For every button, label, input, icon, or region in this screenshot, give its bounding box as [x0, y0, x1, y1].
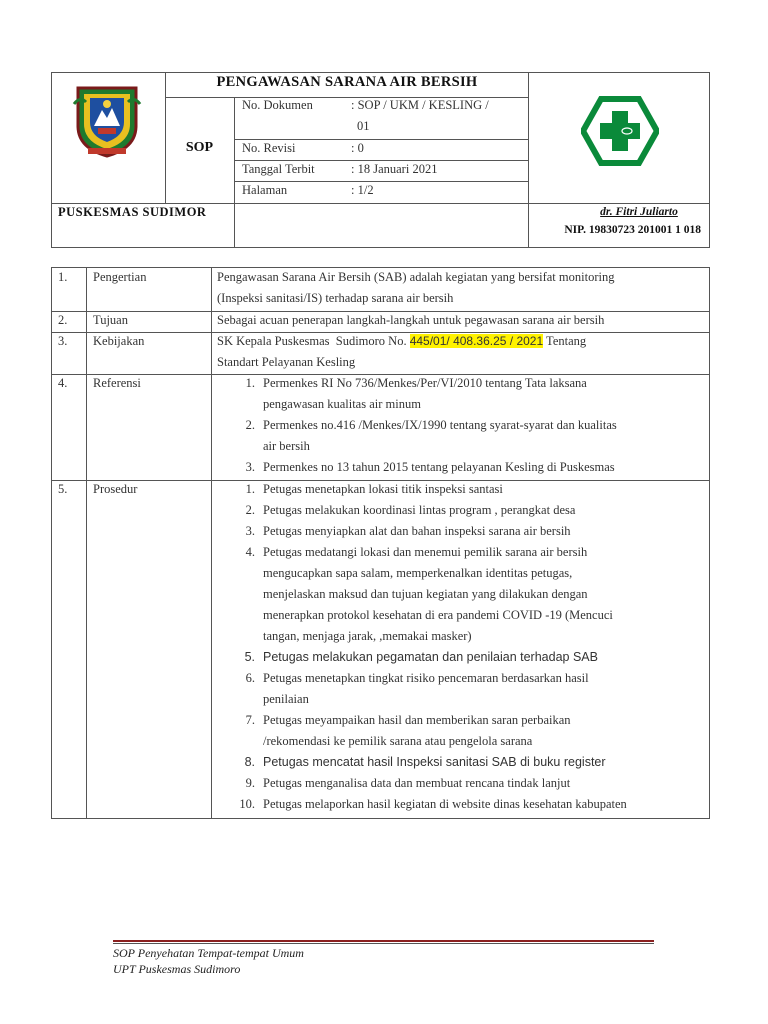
header-border-left [51, 72, 52, 248]
header-divider [234, 181, 529, 182]
header-divider [51, 203, 710, 204]
signatory-nip: NIP. 19830723 201001 1 018 [564, 224, 701, 236]
meta-key-issue-date: Tanggal Terbit [242, 162, 315, 176]
policy-decree-number: 445/01/ 408.36.25 / 2021 [409, 334, 544, 348]
footer-line-1: SOP Penyehatan Tempat-tempat Umum [113, 946, 304, 960]
puskesmas-name: PUSKESMAS SUDIMOR [58, 205, 207, 219]
document-title: PENGAWASAN SARANA AIR BERSIH [216, 74, 478, 90]
row-text: (Inspeksi sanitasi/IS) terhadap sarana air bersih [217, 291, 454, 305]
table-border-left [51, 267, 52, 819]
row-text: Sebagai acuan penerapan langkah-langkah untuk pegawasan sarana air bersih [217, 313, 605, 327]
header-border-bottom [51, 247, 710, 248]
meta-value-document-number: : SOP / UKM / KESLING / [351, 98, 489, 112]
table-border-right [709, 267, 710, 819]
row-label-pengertian: Pengertian [93, 270, 147, 284]
meta-value-issue-date: : 18 Januari 2021 [351, 162, 438, 176]
header-divider [234, 97, 235, 248]
policy-prefix: SK Kepala Puskesmas Sudimoro No. [217, 334, 410, 348]
row-number: 1. [58, 270, 68, 284]
procedure-list: 1. Petugas menetapkan lokasi titik inspeksi santasi 2. Petugas melakukan koordinasi lintas program , perangkat desa 3. Petugas menyiapkan alat dan bahan inspeksi sarana air bersih 4. Petugas medatangi lokasi dan menemui pemilik sarana air bersih mengucapkan sapa salam, memperkenalkan identitas petugas, menjelaskan maksud dan tujuan kegiatan yang dilakukan dengan menerapkan protokol kesehatan di era pandemi COVID -19 (Mencuci tangan, menjaga jarak, ,memakai masker) 5. Petugas melakukan pegamatan dan penilaian terhadap SAB 6. Petugas menetapkan tingkat risiko pencemaran berdasarkan hasil penilaian 7. Petugas meyampaikan hasil dan memberikan saran perbaikan /rekomendasi ke pemilik sarana atau pengelola sarana 8. Petugas mencatat hasil Inspeksi sanitasi SAB di buku register 9. Petugas menganalisa data dan membuat rencana tindak lanjut 10. Petugas melaporkan hasil kegiatan di website dinas kesehatan kabupaten [239, 482, 627, 811]
table-border-bottom [51, 818, 710, 819]
header-divider [234, 139, 529, 140]
policy-line [217, 331, 586, 352]
row-label-prosedur: Prosedur [93, 482, 138, 496]
table-column-line [86, 267, 87, 819]
header-border-top [51, 72, 710, 73]
row-label-referensi: Referensi [93, 376, 141, 390]
meta-key-page: Halaman [242, 183, 288, 197]
header-border-right [709, 72, 710, 248]
table-column-line [211, 267, 212, 819]
header-divider [234, 160, 529, 161]
signatory-name: dr. Fitri Juliarto [600, 206, 678, 218]
row-number: 3. [58, 334, 68, 348]
footer-rule [113, 940, 654, 942]
row-text: Pengawasan Sarana Air Bersih (SAB) adalah kegiatan yang bersifat monitoring [217, 270, 615, 284]
regency-emblem-icon [72, 82, 142, 158]
row-number: 5. [58, 482, 68, 496]
row-text: Standart Pelayanan Kesling [217, 355, 356, 369]
meta-value-revision: : 0 [351, 141, 364, 155]
row-number: 4. [58, 376, 68, 390]
row-label-tujuan: Tujuan [93, 313, 128, 327]
meta-key-document-number: No. Dokumen [242, 98, 313, 112]
meta-value-document-number-cont: 01 [357, 119, 370, 133]
footer-line-2: UPT Puskesmas Sudimoro [113, 962, 241, 976]
reference-list: 1. Permenkes RI No 736/Menkes/Per/VI/2010 tentang Tata laksana pengawasan kualitas air minum 2. Permenkes no.416 /Menkes/IX/1990 tentang syarat-syarat dan kualitas air bersih 3. Permenkes no 13 tahun 2015 tentang pelayanan Kesling di Puskesmas [245, 376, 617, 474]
sop-label: SOP [185, 140, 214, 155]
policy-suffix: Tentang [543, 334, 587, 348]
meta-value-page: : 1/2 [351, 183, 374, 197]
puskesmas-logo-icon [581, 96, 659, 166]
header-divider [165, 72, 166, 204]
meta-key-revision: No. Revisi [242, 141, 296, 155]
row-label-kebijakan: Kebijakan [93, 334, 145, 348]
row-number: 2. [58, 313, 68, 327]
footer-rule [113, 943, 654, 944]
